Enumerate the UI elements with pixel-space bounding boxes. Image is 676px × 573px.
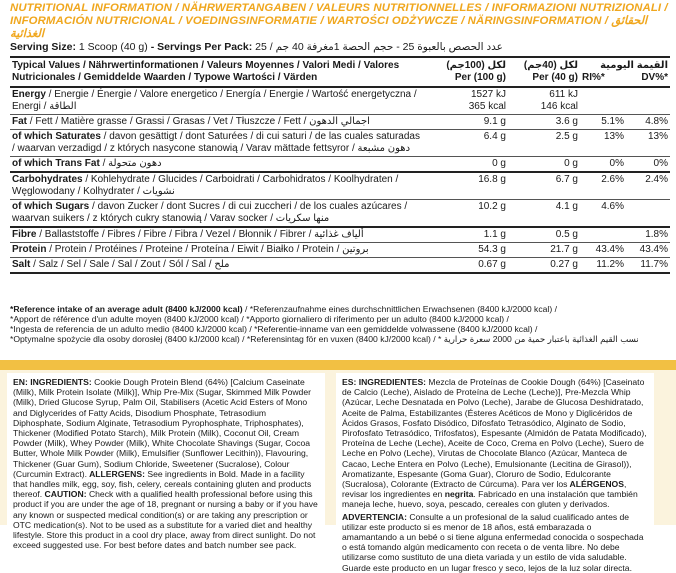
table-row xyxy=(10,130,670,157)
serving-arabic: عدد الحصص بالعبوة 25 - حجم الحصة 1مغرفة 40 جم xyxy=(275,41,503,53)
warning-es-text: ADVERTENCIA: Consulte a un profesional de la salud cualificado antes de utilizar este producto si es menor de 18 años, está embarazada o amamantando a un bebé o si tiene alguna enfermedad conocida o sospechada o está tomando algún medicamento con receta o de venta libre. No debe utilizarse como sustituto de una dieta variada y un estilo de vida saludable. Guarde este producto en un lugar fresco y seco, lejos de la luz solar directa. xyxy=(342,511,644,573)
ri-value xyxy=(580,87,626,115)
ri-value: 4.6% xyxy=(601,201,624,212)
nutrient-label: Fibre / Ballaststoffe / Fibres / Fibre / Fibra / Vezel / Błonnik / Fibrer / ألياف غذائية xyxy=(12,229,364,240)
dv-value: 2.4% xyxy=(645,174,668,185)
nutrient-label: Fat / Fett / Matière grasse / Grassi / Grasas / Vet / Tłuszcze / Fett / اجمالي الدهون xyxy=(12,116,370,127)
ingredients-es-text: ES: INGREDIENTES: Mezcla de Proteínas de Cookie Dough (64%) [Caseinato de Calcio (Leche), Aislado de Proteína de Leche (Leche)], Pre-Mezcla Whip (Azúcar, Leche Desnatada en Polvo (Leche), Jarabe de Glucosa Deshidratado, Aceite de Palma, Estabilizantes (Ésteres Acéticos de Mono y Diglicéridos de Ácidos Grasos, Fosfato Disódico, Difosfato Tetrasódico, Alginato de Sodio, Pirofosfato Tetrasódico, Trifosfatos), Espesante (Almidón de Patata Modificado), Proteína de Leche (Leche), Aceite de Coco, Crema en Polvo (Leche), Suero de Leche en Polvo (Leche), Virutas de Chocolate Blanco (Azúcar, Manteca de Cacao, Leche Entera en Polvo (Leche), Emulsionante (Lecitina de Girasol)), Aromatizante, Espesante (Goma Guar), Cloruro de Sodio, Edulcorante (Sucralosa), Colorante (Extracto de Cúrcuma). Para ver los ALÉRGENOS, revisar los ingredientes en negrita. Fabricado en una instalación que también maneja leche, huevo, soya, pescado, cereales con gluten y derivados. xyxy=(342,377,647,510)
per-40g-value: 0.5 g xyxy=(555,229,578,240)
nutrient-label: Salt / Salz / Sel / Sale / Sal / Zout / Sól / Sal / ملح xyxy=(12,259,230,270)
footnote-line-2: *Apport de référence d'un adulte moyen (8400 kJ/2000 kcal) / *Apporto giornaliero di riferimento per un adulto (8400 kJ/2000 kcal) / xyxy=(10,314,509,324)
table-row xyxy=(10,172,670,200)
footnote-line-3: *Ingesta de referencia de un adulto medio (8400 kJ/2000 kcal) / *Referentie-inname van een gemiddelde volwassene (8400 kJ/2000 kcal) / xyxy=(10,324,538,334)
ri-value: 11.2% xyxy=(596,259,624,270)
dv-value xyxy=(626,87,670,115)
header-line-2: INFORMACIÓN NUTRICIONAL / VOEDINGSINFORMATIE / WARTOŚCI ODŻYWCZE / NÄRINGSINFORMATION / الحقائق الغذائية xyxy=(10,15,648,40)
header-line-1: NUTRITIONAL INFORMATION / NÄHRWERTANGABEN / VALEURS NUTRITIONNELLES / INFORMAZIONI NUTRIZIONALI / xyxy=(10,2,668,14)
nutrient-label: Protein / Protein / Protéines / Proteine / Proteína / Eiwit / Białko / Protein / بروتين xyxy=(12,244,369,255)
dv-value: 13% xyxy=(647,131,668,142)
nutrient-label: of which Trans Fat / دهون متحولة xyxy=(12,158,162,169)
table-row xyxy=(10,258,670,274)
per-40g-value: 0 g xyxy=(564,158,578,169)
ingredients-es xyxy=(336,373,654,573)
per-100g-value: 1.1 g xyxy=(483,229,506,240)
ri-value: 13% xyxy=(603,131,624,142)
dv-value: 1.8% xyxy=(645,229,668,240)
col-ri-dv: القيمة اليومية RI%* DV%* xyxy=(580,57,670,87)
per-40g-value: 4.1 g xyxy=(555,201,578,212)
nutrition-header xyxy=(10,2,670,41)
per-40g-value: 21.7 g xyxy=(550,244,578,255)
dv-value: 0% xyxy=(653,158,668,169)
servings-per-pack-value: 25 / xyxy=(255,41,273,53)
table-row xyxy=(10,200,670,228)
ingredients-en-text: EN: INGREDIENTS: Cookie Dough Protein Blend (64%) [Calcium Caseinate (Milk), Milk Protein Isolate (Milk)], Whip Pre-Mix (Sugar, Skimmed Milk Powder (Milk), Dried Glucose Syrup, Palm Oil, Stabilisers (Acetic Acid Esters of Mono and Diglycerides of Fatty Acids, Disodium Phosphate, Tetrasodium Diphosphate, Sodium Alginate, Tetrasodium Pyrophosphate, Triphosphates), Thickener (Modified Potato Starch), Milk Protein (Milk), Coconut Oil, Cream Powder (Milk), Whey Powder (Milk), White Chocolate Shavings (Sugar, Cocoa Butter, Whole Milk Powder (Milk), Emulsifier (Sunflower Lecithin)), Flavouring, Thickener (Guar Gum), Sodium Chloride, Sweetener (Sucralose), Colour (Curcumin Extract). ALLERGENS: See ingredients in Bold. Made in a facility that handles milk, egg, soy, fish, celery, cereals containing gluten and products thereof. CAUTION: Check with a qualified health professional before using this product if you are under the age of 18, pregnant or nursing a baby or if you have any known or suspected medical condition(s) or are taking any prescription or OTC medication(s). Not to be used as a substitute for a varied diet and healthy lifestyle. Store this product in a cool dry place, away from direct sunlight. Do not exceed suggested use. For best before dates and batch number see pack. xyxy=(13,377,318,551)
col-typical-values: Typical Values / Nährwertinformationen / Valeurs Moyennes / Valori Medi / Valores Nutricionales / Gemiddelde Waarden / Typowe Wartości / Värden xyxy=(10,57,422,87)
dv-value: 11.7% xyxy=(640,259,668,270)
ri-value xyxy=(580,227,626,243)
table-row xyxy=(10,87,670,115)
col-per-100g: لكل (100جم) Per (100 g) xyxy=(422,57,508,87)
dv-value xyxy=(626,200,670,228)
nutrient-label: Carbohydrates / Kohlehydrate / Glucides / Carboidrati / Carbohidratos / Koolhydraten / Węglowodany / Kolhydrater / نشويات xyxy=(12,174,399,197)
per-40g-value: 6.7 g xyxy=(555,174,578,185)
nutrient-label: Energy / Energie / Énergie / Valore energetico / Energía / Energie / Wartość energetyczna / Energi / الطاقة xyxy=(12,89,417,112)
serving-size-label: Serving Size: xyxy=(10,41,76,53)
per-40g-value: 2.5 g xyxy=(555,131,578,142)
footnotes xyxy=(10,304,670,344)
per-100g-value: 10.2 g xyxy=(478,201,506,212)
table-row xyxy=(10,115,670,130)
per-100g-value: 9.1 g xyxy=(483,116,506,127)
table-row xyxy=(10,157,670,173)
per-100g-value: 1527 kJ 365 kcal xyxy=(468,89,506,112)
per-100g-value: 0.67 g xyxy=(478,259,506,270)
ri-value: 0% xyxy=(609,158,624,169)
per-100g-value: 54.3 g xyxy=(478,244,506,255)
per-100g-value: 0 g xyxy=(492,158,506,169)
serving-size xyxy=(10,41,503,53)
col-per-40g: لكل (40جم) Per (40 g) xyxy=(508,57,580,87)
ri-value: 43.4% xyxy=(595,244,624,255)
per-100g-value: 6.4 g xyxy=(483,131,506,142)
ri-value: 2.6% xyxy=(601,174,624,185)
per-40g-value: 3.6 g xyxy=(555,116,578,127)
table-row xyxy=(10,243,670,258)
footnote-line-1: *Reference intake of an average adult (8400 kJ/2000 kcal) / *Referenzaufnahme eines durchschnittlichen Erwachsenen (8400 kJ/2000 kcal) / xyxy=(10,304,557,314)
nutrient-label: of which Sugars / davon Zucker / dont Sucres / di cui zuccheri / de los cuales azúcares / waarvan suikers / z których cukry stanowią / Varav socker / منها سكريات xyxy=(12,201,408,224)
per-40g-value: 611 kJ 146 kcal xyxy=(540,89,578,112)
table-header-row xyxy=(10,57,670,87)
nutrient-label: of which Saturates / davon gesättigt / dont Saturées / di cui saturi / de las cuales saturadas / waarvan verzadigd / z których nasycone stanowią / Varav mättade fettsyror / دهون مشبعة xyxy=(12,131,420,154)
ingredients-en xyxy=(7,373,325,551)
servings-per-pack-label: - Servings Per Pack: xyxy=(150,41,253,53)
per-40g-value: 0.27 g xyxy=(550,259,578,270)
serving-size-value: 1 Scoop (40 g) xyxy=(78,41,148,53)
dv-value: 43.4% xyxy=(639,244,668,255)
per-100g-value: 16.8 g xyxy=(478,174,506,185)
footnote-line-4: *Optymalne spożycie dla osoby dorosłej (8400 kJ/2000 kcal) / *Referensintag för en vuxen (8400 kJ/2000 kcal) / * نسب القيم الغذائية باعتبار حمية من 2000 سعرة حرارية xyxy=(10,334,639,344)
nutrition-table xyxy=(10,56,670,274)
table-row xyxy=(10,227,670,243)
dv-value: 4.8% xyxy=(645,116,668,127)
ri-value: 5.1% xyxy=(601,116,624,127)
